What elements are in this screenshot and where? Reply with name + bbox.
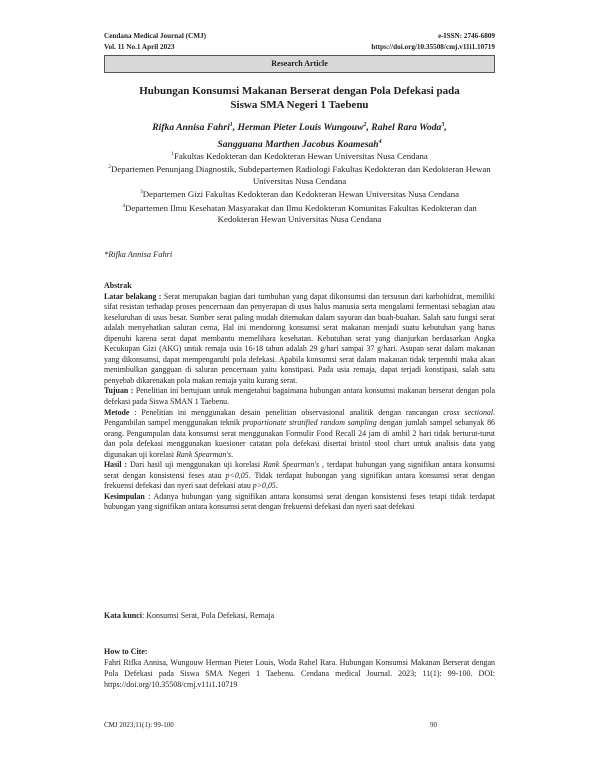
author-name: Rahel Rara Woda (371, 122, 442, 134)
author-affil-mark: 2 (363, 122, 367, 128)
page-number: 90 (430, 721, 437, 729)
author-name: Herman Pieter Louis Wungouw (237, 122, 364, 134)
affiliation-item: $^2$Departemen Penunjang Diagnostik, Subdepartemen Radiologi Fakultas Kedokteran dan Kedokteran Hewan Universitas Nusa Cendana (108, 164, 491, 186)
affiliation-item: $^1$Fakultas Kedokteran dan Kedokteran Hewan Universitas Nusa Cendana (171, 150, 428, 161)
abstract-background: Latar belakang : Serat merupakan bagian dari tumbuhan yang dapat dikonsumsi dan tersusun dari karbohidrat, memiliki sifat resistan terhadap proses pencernaan dan penyerapan di usus halus manusia serta mengalami fermentasi sebagian atau keseluruhan di usus besar. Sumber serat paling mudah ditemukan dalam sayuran dan buah-buahan. Salah satu fungsi serat adalah menyehatkan saluran cerna, Hal ini mendorong konsumsi serat makanan menjadi suatu kebutuhan yang harus dipenuhi karena serat dapat membantu memelihara kesehatan. Kebutuhan serat yang dianjurkan berdasarkan Angka Kecukupan Gizi (AKG) untuk remaja usia 16-18 tahun adalah 29 g/hari sampai 37 g/hari. Asupan serat dalam makanan yang dikonsumsi, dapat mempengaruhi pola defekasi. Apabila konsumsi serat dalam makanan tidak terpenuhi maka akan menimbulkan gangguan di saluran pencernaan yaitu konstipasi. Pada usia remaja, dapat terjadi konstipasi, salah satu penyebab dikarenakan pola makan remaja yaitu kurang serat. (104, 291, 495, 385)
keywords-label: Kata kunci (104, 611, 143, 620)
running-header-left (104, 31, 206, 53)
how-to-cite-text: Fahri Rifka Annisa, Wungouw Herman Pieter Louis, Woda Rahel Rara. Hubungan Konsumsi Makanan Berserat dengan Pola Defekasi pada Siswa SMA Negeri 1 Taebenu. Cendana medical Journal. 2023; 11(1): 99-100. DOI: https://doi.org/10.35508/cmj.v11i1.10719 (104, 658, 495, 689)
author-name: Rifka Annisa Fahri (152, 122, 230, 134)
corresponding-author: *Rifka Annisa Fahri (104, 250, 173, 259)
author-name: Sangguana Marthen Jacobus Koamesah (217, 139, 379, 151)
abstract-method: Metode : Penelitian ini menggunakan desain penelitian observasional analitik dengan rancangan cross sectional. Pengambilan sampel menggunakan teknik proportionate stratified random sampling dengan jumlah sampel sebanyak 86 orang. Pengumpulan data konsumsi serat menggunakan Formulir Food Recall 24 jam di ambil 2 hari tidak berturut-turut dan pola defekasi menggunakan kuesioner catatan pola defekasi disertai bristol stool chart untuk analisis data yang digunakan uji korelasi Rank Spearman's. (104, 407, 496, 459)
article-type-banner: Research Article (104, 55, 495, 73)
how-to-cite-heading: How to Cite: (104, 647, 148, 656)
journal-volume: Vol. 11 No.1 April 2023 (104, 43, 175, 51)
author-affil-mark: 4 (378, 139, 382, 146)
author-affil-mark: 1 (229, 122, 233, 128)
author-line-1: Rifka Annisa Fahri$^1$, Herman Pieter Louis Wungouw$^2$, Rahel Rara Woda$^3$, (152, 122, 447, 134)
how-to-cite (104, 646, 495, 690)
abstract-aim: Tujuan : Penelitian ini bertujuan untuk mengetahui bagaimana hubungan antara konsumsi makanan berserat dengan pola defekasi pada Siswa SMAN 1 Taebenu. (104, 386, 495, 407)
author-list (104, 118, 495, 152)
abstract-heading: Abstrak (104, 281, 132, 290)
journal-name: Cendana Medical Journal (CMJ) (104, 32, 207, 40)
keywords (104, 611, 495, 620)
article-title (104, 84, 495, 112)
running-header-right (371, 31, 495, 53)
author-affil-mark: 3 (441, 122, 445, 128)
abstract-conclusion: Kesimpulan : Adanya hubungan yang signifikan antara konsumsi serat dengan konsistensi feses tetapi tidak terdapat hubungan yang signifikan antara konsumsi serat dengan frekuensi defekasi dan nyeri saat defekasi (104, 491, 495, 512)
affiliation-item: $^3$Departemen Gizi Fakultas Kedokteran dan Kedokteran Hewan Universitas Nusa Cendana (139, 189, 460, 200)
affiliation-item: $^4$Departemen Ilmu Kesehatan Masyarakat dan Ilmu Kedokteran Komunitas Fakultas Kedokteran dan Kedokteran Hewan Universitas Nusa Cendana (122, 202, 477, 225)
affiliation-list (104, 149, 495, 226)
journal-doi[interactable]: https://doi.org/10.35508/cmj.v11i1.10719 (371, 43, 495, 51)
journal-eissn: e-ISSN: 2746-6809 (438, 32, 495, 40)
title-line-1: Hubungan Konsumsi Makanan Berserat dengan Pola Defekasi pada (139, 85, 460, 97)
title-line-2: Siswa SMA Negeri 1 Taebenu (230, 99, 369, 111)
footer-citation: CMJ 2023;11(1): 99-100 (104, 721, 174, 729)
abstract-result: Hasil : Dari hasil uji menggunakan uji korelasi Rank Spearman's , terdapat hubungan yang signifikan antara konsumsi serat dengan konsistensi feses atau p<0,05. Tidak terdapat hubungan yang signifikan antara konsumsi serat dengan frekuensi defekasi dan nyeri saat defekasi atau p>0,05. (104, 460, 495, 491)
abstract-section (104, 281, 495, 513)
keywords-text: : Konsumsi Serat, Pola Defekasi, Remaja (142, 611, 275, 620)
